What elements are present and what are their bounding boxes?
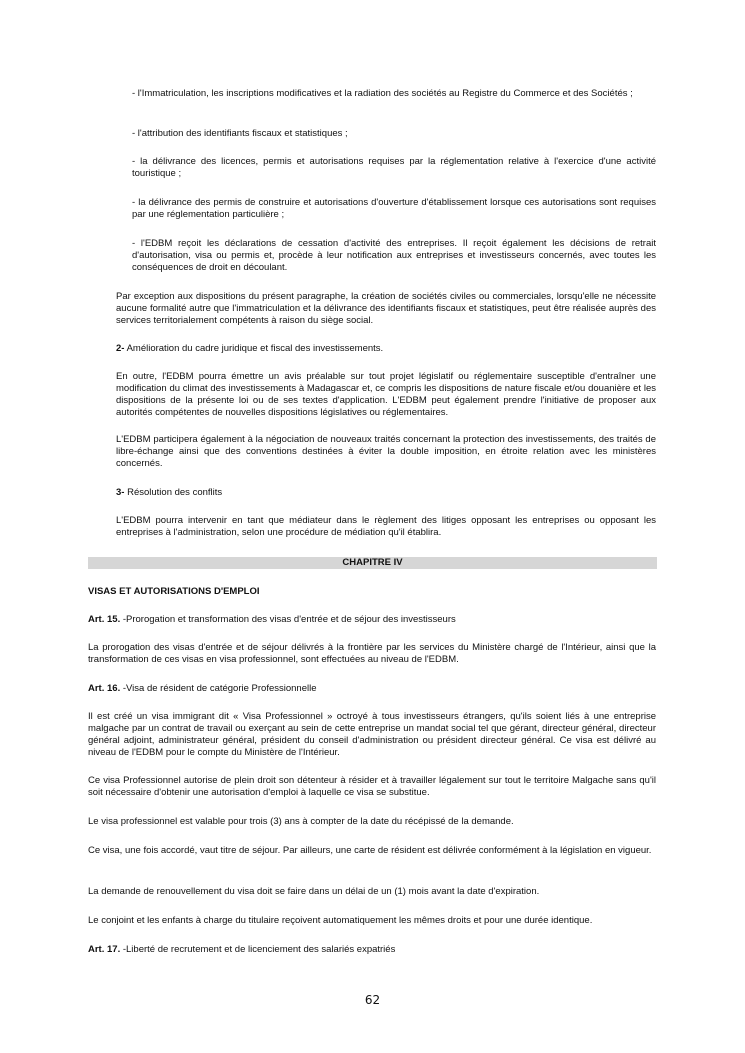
numbered-heading-3: [116, 487, 656, 499]
bullet-licences: - la délivrance des licences, permis et autorisations requises par la réglementation relative à l'exercice d'une activité touristique ;: [132, 156, 656, 179]
paragraph-prorogation: La prorogation des visas d'entrée et de séjour délivrés à la frontière par les services du Ministère chargé de l'Intérieur, ainsi que la transformation de ces visas en visa professionnel, sont effectuées au niveau de l'EDBM.: [88, 642, 656, 665]
paragraph-visa-professionnel: Il est créé un visa immigrant dit « Visa Professionnel » octroyé à tous investisseurs étrangers, qu'ils soient liés à une entreprise malgache par un contrat de travail ou exerçant au sein de cette entreprise un mandat social tel que gérant, directeur général, directeur général adjoint, administrateur général, président du conseil d'administration ou président directeur général. Ce visa est délivré au niveau de l'EDBM pour le compte du Ministère de l'Intérieur.: [88, 711, 656, 758]
paragraph-titre-sejour: Ce visa, une fois accordé, vaut titre de séjour. Par ailleurs, une carte de résident est délivrée conformément à la législation en vigueur.: [88, 845, 652, 856]
article-15-number: Art. 15.: [88, 614, 121, 625]
chapter-heading-bar: CHAPITRE IV: [88, 557, 657, 569]
paragraph-avis-prealable: En outre, l'EDBM pourra émettre un avis préalable sur tout projet législatif ou réglementaire susceptible d'entraîner une modification du climat des investissements à Madagascar et, ce compris les dispositions de nature fiscale et/ou douanière et les dispositions de la présente loi ou de ses textes d'application. L'EDBM peut également prendre l'initiative de proposer aux autorités compétentes de nouvelles dispositions législatives ou réglementaires.: [116, 371, 656, 418]
bullet-edbm-cessation: - l'EDBM reçoit les déclarations de cessation d'activité des entreprises. Il reçoit également les décisions de retrait d'autorisation, visa ou permis et, procède à leur notification aux entreprises et investisseurs concernés, avec toutes les conséquences de droit en découlant.: [132, 238, 656, 273]
bullet-identifiants: - l'attribution des identifiants fiscaux et statistiques ;: [132, 128, 348, 139]
paragraph-autorisation-plein-droit: Ce visa Professionnel autorise de plein droit son détenteur à résider et à travailler légalement sur tout le territoire Malgache sans qu'il soit nécessaire d'obtenir une autorisation d'emploi à laquelle ce visa se substitue.: [88, 775, 656, 798]
article-17-heading: [88, 944, 656, 956]
article-17-title: -Liberté de recrutement et de licenciement des salariés expatriés: [120, 944, 396, 955]
numbered-heading-2: [116, 343, 656, 355]
article-15-heading: [88, 614, 656, 626]
paragraph-mediateur: L'EDBM pourra intervenir en tant que médiateur dans le règlement des litiges opposant les entreprises ou opposant les entreprises à l'administration, selon une procédure de médiation qu'il établira.: [116, 515, 656, 538]
bullet-permis-construire: - la délivrance des permis de construire et autorisations d'ouverture d'établissement lorsque ces autorisations sont requises par une réglementation particulière ;: [132, 197, 656, 220]
paragraph-negociation-traites: L'EDBM participera également à la négociation de nouveaux traités concernant la protection des investissements, des traités de libre-échange ainsi que des conventions destinées à éviter la double imposition, en étroite relation avec les ministères concernés.: [116, 434, 656, 469]
paragraph-exception: Par exception aux dispositions du présent paragraphe, la création de sociétés civiles ou commerciales, lorsqu'elle ne nécessite aucune formalité autre que l'immatriculation et la délivrance des identifiants fiscaux et statistiques, peut être réalisée auprès des services territorialement compétents à raison du siège social.: [116, 291, 656, 326]
numbered-heading-3-number: 3-: [116, 487, 125, 498]
numbered-heading-3-text: Résolution des conflits: [124, 487, 223, 498]
numbered-heading-2-text: Amélioration du cadre juridique et fiscal des investissements.: [124, 343, 384, 354]
article-16-title: -Visa de résident de catégorie Professionnelle: [120, 683, 317, 694]
article-16-number: Art. 16.: [88, 683, 121, 694]
bullet-immatriculation: - l'Immatriculation, les inscriptions modificatives et la radiation des sociétés au Registre du Commerce et des Sociétés ;: [132, 88, 633, 99]
section-title: VISAS ET AUTORISATIONS D'EMPLOI: [88, 586, 260, 597]
page-number: 62: [364, 993, 381, 1007]
numbered-heading-2-number: 2-: [116, 343, 125, 354]
article-16-heading: [88, 683, 656, 695]
paragraph-validite: Le visa professionnel est valable pour trois (3) ans à compter de la date du récépissé de la demande.: [88, 816, 514, 827]
article-17-number: Art. 17.: [88, 944, 121, 955]
paragraph-renouvellement: La demande de renouvellement du visa doit se faire dans un délai de un (1) mois avant la date d'expiration.: [88, 886, 540, 897]
paragraph-conjoint: Le conjoint et les enfants à charge du titulaire reçoivent automatiquement les mêmes droits et pour une durée identique.: [88, 915, 593, 926]
article-15-title: -Prorogation et transformation des visas d'entrée et de séjour des investisseurs: [120, 614, 456, 625]
